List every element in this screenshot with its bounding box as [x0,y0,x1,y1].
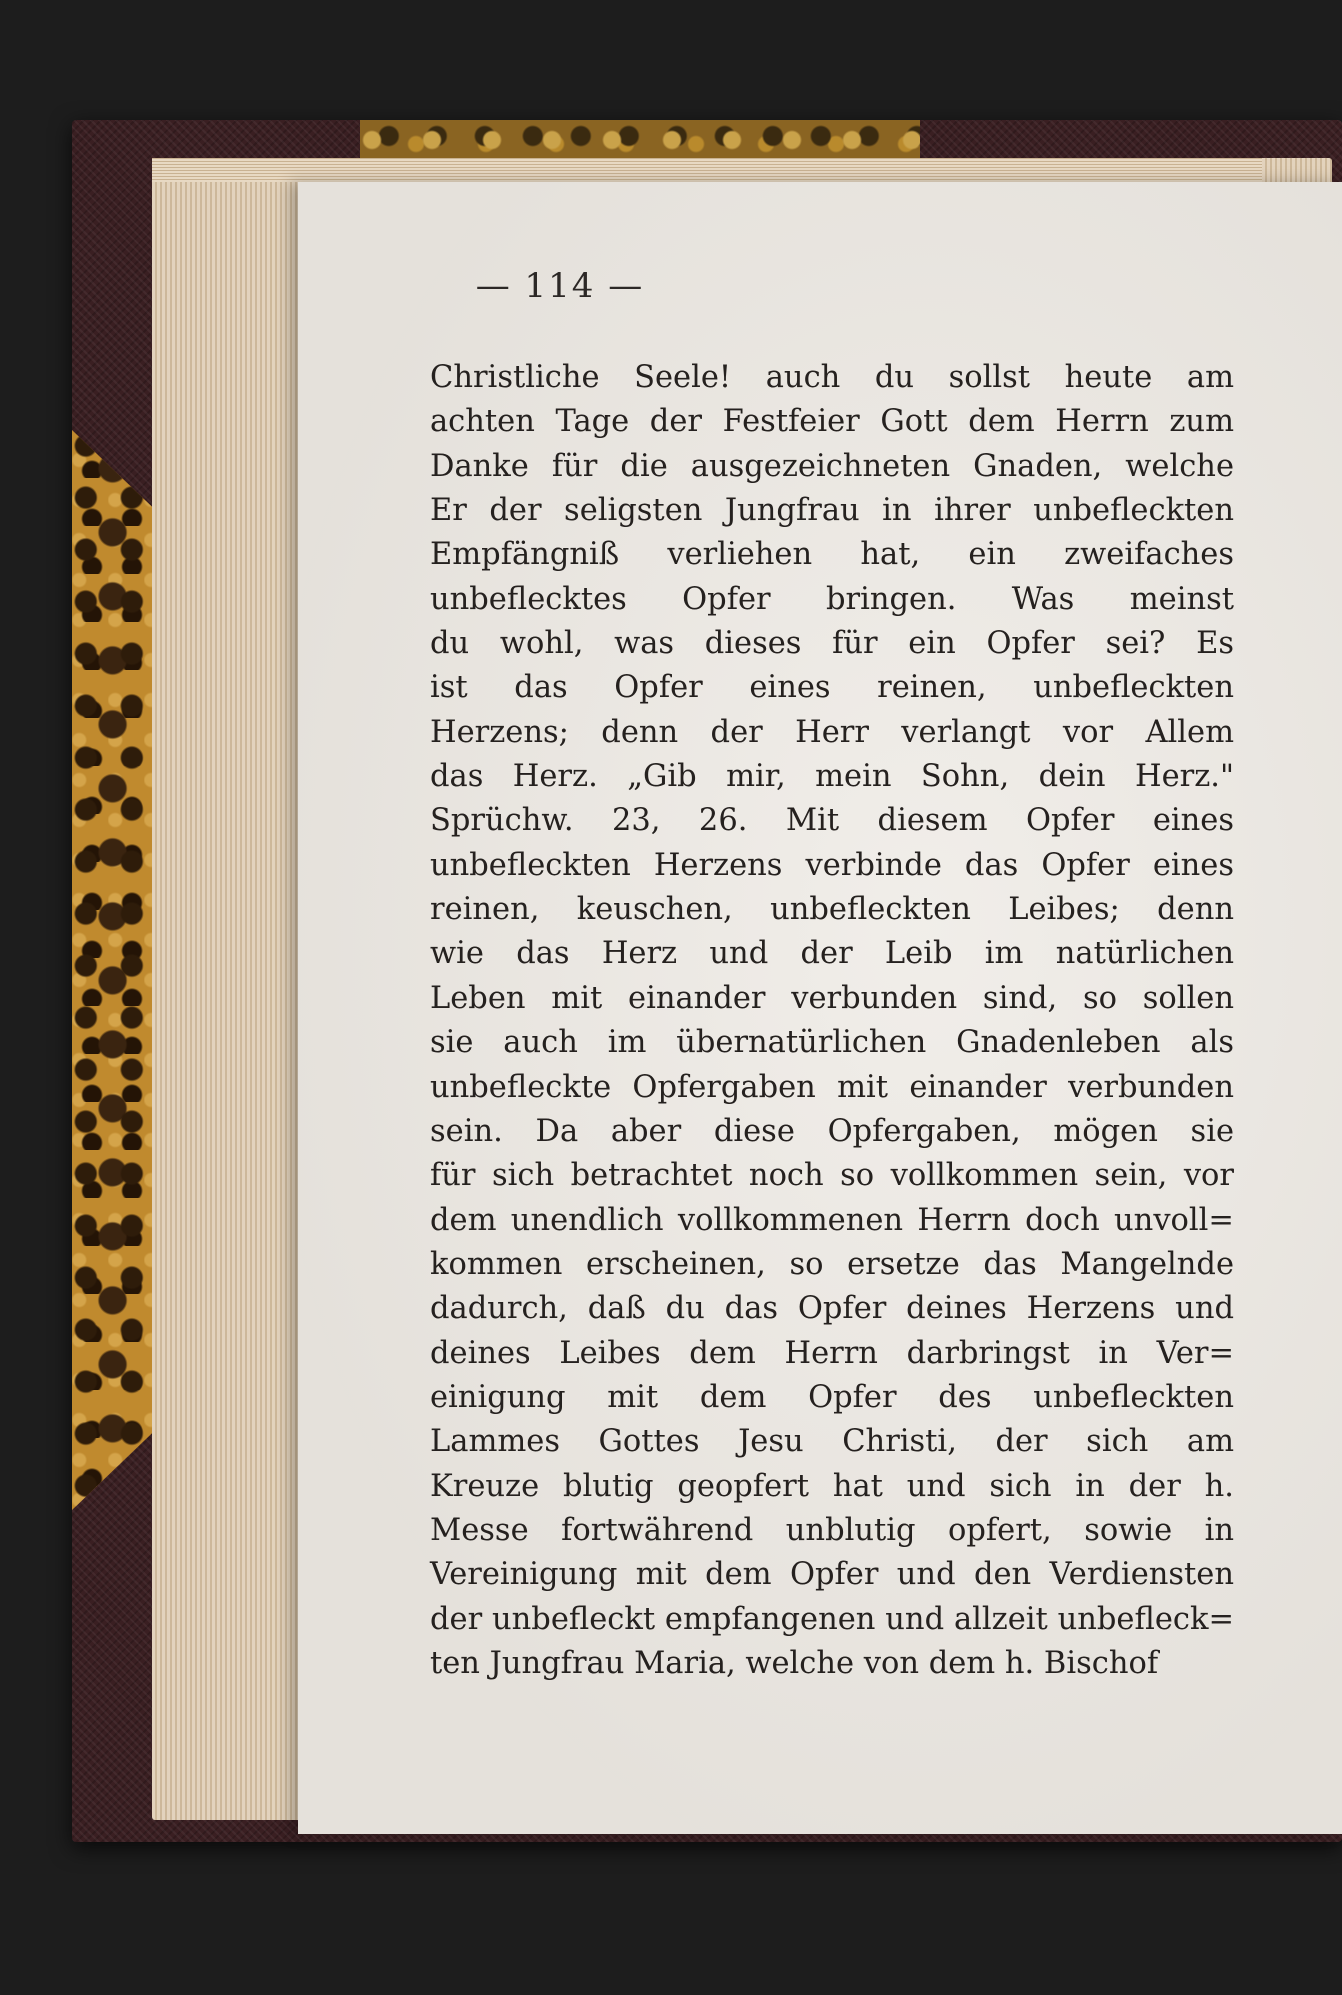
text-line: du wohl, was dieses für ein Opfer sei? Es [430,626,1234,662]
cover-marbled-paper [360,120,920,160]
text-line: dem unendlich vollkommenen Herrn doch unvoll= [430,1202,1234,1238]
text-line: Kreuze blutig geopfert hat und sich in der h. [430,1468,1234,1504]
text-line: deines Leibes dem Herrn darbringst in Ver= [430,1335,1234,1371]
text-line: unbefleckten Herzens verbinde das Opfer eines [430,847,1234,883]
text-line: Sprüchw. 23, 26. Mit diesem Opfer eines [430,803,1234,839]
text-line: Danke für die ausgezeichneten Gnaden, welche [430,448,1234,484]
text-line: das Herz. „Gib mir, mein Sohn, dein Herz." [430,759,1234,795]
text-line: unbeflecktes Opfer bringen. Was meinst [430,581,1234,617]
text-line: der unbefleckt empfangenen und allzeit unbefleck= [430,1601,1234,1637]
text-line: kommen erscheinen, so ersetze das Mangelnde [430,1246,1234,1282]
page-top-edges [152,158,1262,182]
text-line: einigung mit dem Opfer des unbefleckten [430,1379,1234,1415]
text-line: Leben mit einander verbunden sind, so sollen [430,980,1234,1016]
text-line: Vereinigung mit dem Opfer und den Verdiensten [430,1557,1234,1593]
marbled-endpaper [72,430,162,1510]
text-line: reinen, keuschen, unbefleckten Leibes; denn [430,892,1234,928]
text-line: sein. Da aber diese Opfergaben, mögen sie [430,1113,1234,1149]
text-line: Empfängniß verliehen hat, ein zweifaches [430,537,1234,573]
text-line: Herzens; denn der Herr verlangt vor Allem [430,714,1234,750]
text-line: Messe fortwährend unblutig opfert, sowie in [430,1512,1234,1548]
body-text [430,356,1234,1686]
text-line: ten Jungfrau Maria, welche von dem h. Bischof [430,1645,1159,1681]
text-line: sie auch im übernatürlichen Gnadenleben als [430,1025,1234,1061]
text-line: für sich betrachtet noch so vollkommen sein, vor [430,1158,1234,1194]
text-line: unbefleckte Opfergaben mit einander verbunden [430,1069,1234,1105]
text-line: dadurch, daß du das Opfer deines Herzens und [430,1291,1234,1327]
text-line: Christliche Seele! auch du sollst heute am [430,360,1234,395]
text-line: Er der seligsten Jungfrau in ihrer unbefleckten [430,493,1234,529]
page-number: — 114 — [475,266,645,306]
text-line: Lammes Gottes Jesu Christi, der sich am [430,1424,1234,1460]
text-line: achten Tage der Festfeier Gott dem Herrn zum [430,404,1234,440]
text-line: ist das Opfer eines reinen, unbefleckten [430,670,1234,706]
text-line: wie das Herz und der Leib im natürlichen [430,936,1234,972]
